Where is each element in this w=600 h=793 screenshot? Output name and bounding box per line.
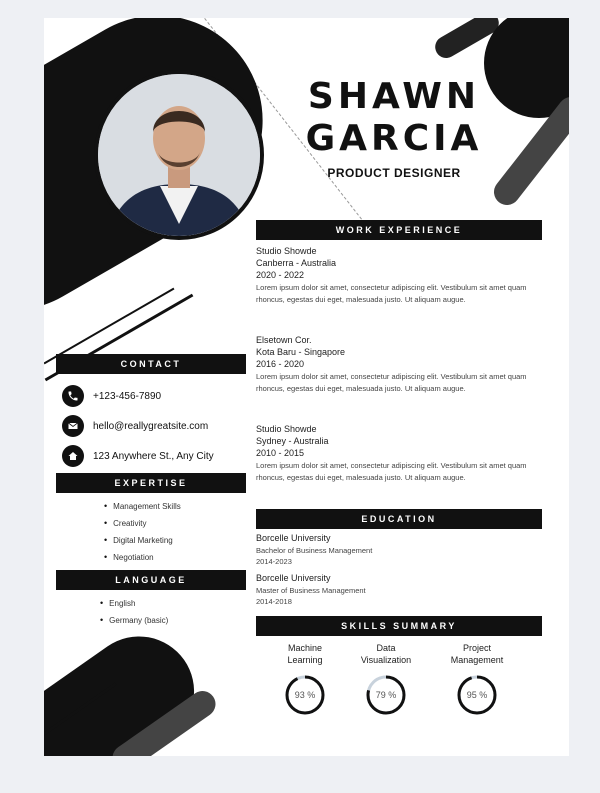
street-address: 123 Anywhere St., Any City: [93, 450, 214, 462]
education-school: Borcelle University: [256, 533, 331, 543]
language-list: [100, 595, 168, 629]
phone-icon: [62, 385, 84, 407]
email-address: hello@reallygreatsite.com: [93, 420, 209, 432]
work-company: Elsetown Cor.: [256, 335, 312, 345]
decor-bottom-pill: [44, 615, 216, 756]
skill-item: [437, 642, 517, 716]
contact-address: [62, 444, 214, 468]
education-degree: Bachelor of Business Management: [256, 546, 373, 555]
skill-progress-ring: [456, 674, 498, 716]
skill-value: 93 %: [294, 690, 316, 700]
work-company: Studio Showde: [256, 246, 317, 256]
list-item: • Negotiation: [104, 549, 181, 566]
list-item: • Digital Marketing: [104, 532, 181, 549]
work-company: Studio Showde: [256, 424, 317, 434]
phone-number: +123-456-7890: [93, 390, 162, 402]
contact-phone: [62, 384, 161, 408]
education-years: 2014-2023: [256, 557, 292, 566]
decor-line: [44, 288, 174, 365]
education-heading: EDUCATION: [256, 509, 542, 529]
work-location: Canberra - Australia: [256, 258, 337, 268]
contact-email: [62, 414, 208, 438]
work-experience-heading: WORK EXPERIENCE: [256, 220, 542, 240]
work-years: 2016 - 2020: [256, 359, 305, 369]
skill-value: 95 %: [466, 690, 488, 700]
skill-value: 79 %: [375, 690, 397, 700]
education-school: Borcelle University: [256, 573, 331, 583]
work-years: 2010 - 2015: [256, 448, 305, 458]
education-degree: Master of Business Management: [256, 586, 366, 595]
expertise-heading: EXPERTISE: [56, 473, 246, 493]
person-portrait-icon: [98, 74, 260, 236]
resume-page: [44, 18, 569, 756]
skill-label: Data Visualization: [360, 643, 412, 665]
skill-item: [265, 642, 345, 716]
list-item: • Management Skills: [104, 498, 181, 515]
list-item: • English: [100, 595, 168, 612]
home-icon: [62, 445, 84, 467]
expertise-list: [104, 498, 181, 566]
list-item: • Germany (basic): [100, 612, 168, 629]
work-description: Lorem ipsum dolor sit amet, consectetur adipiscing elit. Vestibulum sit amet quam rhoncus, egestas dui eget, malesuada justo. Ut aliquam augue.: [256, 461, 527, 482]
list-item: • Creativity: [104, 515, 181, 532]
work-years: 2020 - 2022: [256, 270, 305, 280]
work-description: Lorem ipsum dolor sit amet, consectetur adipiscing elit. Vestibulum sit amet quam rhoncus, egestas dui eget, malesuada justo. Ut aliquam augue.: [256, 372, 527, 393]
language-heading: LANGUAGE: [56, 570, 246, 590]
skill-item: [346, 642, 426, 716]
skill-label: Project Management: [450, 643, 504, 665]
skill-label: Machine Learning: [287, 643, 323, 665]
envelope-icon: [62, 415, 84, 437]
skill-progress-ring: [365, 674, 407, 716]
work-location: Kota Baru - Singapore: [256, 347, 346, 357]
contact-heading: CONTACT: [56, 354, 246, 374]
last-name: GARCIA: [305, 118, 483, 159]
profile-photo: [94, 70, 264, 240]
skills-summary-heading: SKILLS SUMMARY: [256, 616, 542, 636]
education-years: 2014-2018: [256, 597, 292, 606]
work-description: Lorem ipsum dolor sit amet, consectetur adipiscing elit. Vestibulum sit amet quam rhoncus, egestas dui eget, malesuada justo. Ut aliquam augue.: [256, 283, 527, 304]
work-location: Sydney - Australia: [256, 436, 329, 446]
first-name: SHAWN: [307, 76, 481, 117]
full-name: [274, 76, 514, 160]
skill-progress-ring: [284, 674, 326, 716]
job-title: PRODUCT DESIGNER: [327, 166, 461, 180]
